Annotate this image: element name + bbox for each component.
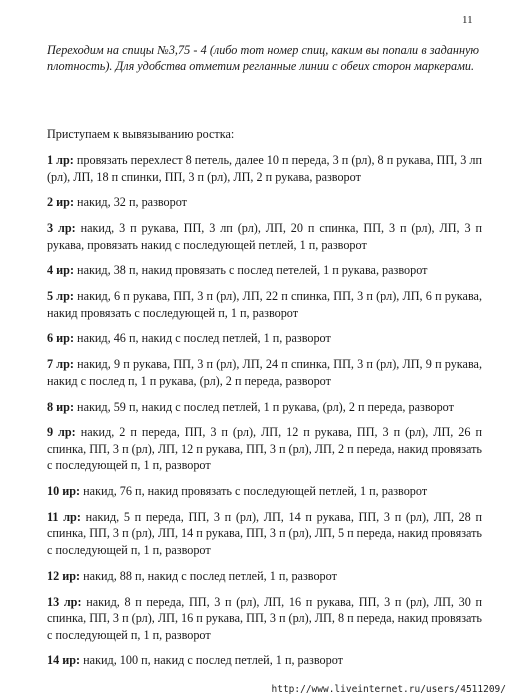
page-number: 11 xyxy=(462,14,473,26)
intro-paragraph: Переходим на спицы №3,75 - 4 (либо тот номер спиц, каким вы попали в заданную плотность). Для удобства отметим регланные линии с обеих сторон маркерами. xyxy=(47,43,479,73)
row-item xyxy=(47,652,482,669)
row-label: 8 ир: xyxy=(47,399,74,414)
row-label: 9 лр: xyxy=(47,425,76,440)
row-text: накид, 32 п, разворот xyxy=(74,195,188,210)
row-label: 3 лр: xyxy=(47,221,76,236)
row-label: 5 лр: xyxy=(47,289,74,304)
source-url-watermark: http://www.liveinternet.ru/users/4511209/ xyxy=(271,684,506,695)
row-text: накид, 88 п, накид с послед петлей, 1 п, разворот xyxy=(80,568,337,583)
row-label: 10 ир: xyxy=(47,484,81,499)
row-text: накид, 3 п рукава, ПП, 3 лп (рл), ЛП, 20 п спинка, ПП, 3 п (рл), ЛП, 3 п рукава, провязать накид с последующей петлей, 1 п, разворот xyxy=(47,221,482,252)
row-item xyxy=(47,356,482,389)
row-item xyxy=(47,288,482,321)
row-text: накид, 46 п, накид с послед петлей, 1 п, разворот xyxy=(74,331,331,346)
row-label: 14 ир: xyxy=(47,653,81,668)
row-text: провязать перехлест 8 петель, далее 10 п переда, 3 п (рл), 8 п рукава, ПП, 3 лп (рл), ЛП, 18 п спинки, ПП, 3 п (рл), ЛП, 2 п рукава, разворот xyxy=(47,153,482,184)
row-item xyxy=(47,220,482,253)
row-text: накид, 9 п рукава, ПП, 3 п (рл), ЛП, 24 п спинка, ПП, 3 п (рл), ЛП, 9 п рукава, накид с послед п, 1 п рукава, (рл), 2 п переда, разворот xyxy=(47,357,482,388)
row-text: накид, 100 п, накид с послед петлей, 1 п, разворот xyxy=(80,653,343,668)
row-item xyxy=(47,424,482,474)
row-label: 7 лр: xyxy=(47,357,74,372)
row-text: накид, 38 п, накид провязать с послед петелей, 1 п рукава, разворот xyxy=(74,263,428,278)
row-text: накид, 2 п переда, ПП, 3 п (рл), ЛП, 12 п рукава, ПП, 3 п (рл), ЛП, 26 п спинка, ПП, 3 п (рл), ЛП, 12 п рукава, ПП, 3 п (рл), ЛП, 2 п переда, накид провязать с последующей п, 1 п, разворот xyxy=(47,425,482,473)
row-list xyxy=(47,152,482,678)
row-label: 2 ир: xyxy=(47,195,74,210)
row-item xyxy=(47,568,482,585)
row-label: 1 лр: xyxy=(47,153,74,167)
row-text: накид, 8 п переда, ПП, 3 п (рл), ЛП, 16 п рукава, ПП, 3 п (рл), ЛП, 30 п спинка, ПП, 3 п (рл), ЛП, 16 п рукава, ПП, 3 п (рл), ЛП, 8 п переда, накид провязать с последующей п, 1 п, разворот xyxy=(47,594,482,642)
section-heading: Приступаем к вывязыванию ростка: xyxy=(47,127,235,141)
row-item xyxy=(47,152,482,185)
row-label: 4 ир: xyxy=(47,263,74,278)
row-text: накид, 76 п, накид провязать с последующей петлей, 1 п, разворот xyxy=(80,484,428,499)
row-item xyxy=(47,509,482,559)
row-text: накид, 5 п переда, ПП, 3 п (рл), ЛП, 14 п рукава, ПП, 3 п (рл), ЛП, 28 п спинка, ПП, 3 п (рл), ЛП, 14 п рукава, ПП, 3 п (рл), ЛП, 5 п переда, накид провязать с последующей п, 1 п, разворот xyxy=(47,509,482,557)
row-item xyxy=(47,194,482,211)
row-item xyxy=(47,483,482,500)
row-text: накид, 6 п рукава, ПП, 3 п (рл), ЛП, 22 п спинка, ПП, 3 п (рл), ЛП, 6 п рукава, накид провязать с последующей п, 1 п, разворот xyxy=(47,289,482,320)
row-label: 12 ир: xyxy=(47,568,81,583)
row-text: накид, 59 п, накид с послед петлей, 1 п рукава, (рл), 2 п переда, разворот xyxy=(74,399,454,414)
row-label: 11 лр: xyxy=(47,509,81,524)
row-item xyxy=(47,594,482,644)
row-label: 13 лр: xyxy=(47,594,82,609)
row-item xyxy=(47,399,482,416)
row-item xyxy=(47,262,482,279)
row-label: 6 ир: xyxy=(47,331,74,346)
row-item xyxy=(47,330,482,347)
